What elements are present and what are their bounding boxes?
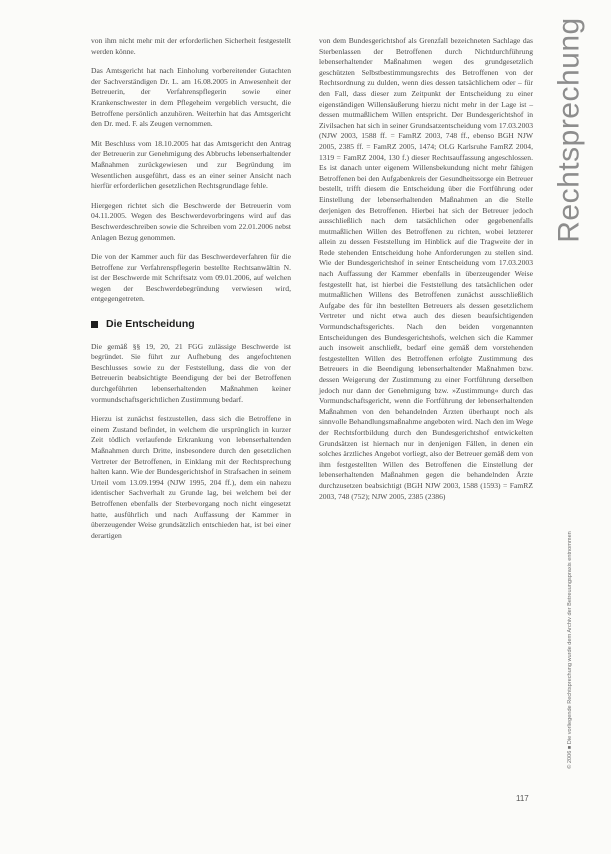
- section-title-text: Rechtsprechung: [552, 17, 586, 243]
- page-number: 117: [516, 794, 529, 803]
- paragraph: von dem Bundesgerichtshof als Grenzfall bezeichneten Sachlage das Sterbenlassen der Betroffenen durch Nichtdurchführung lebenserhaltender Maßnahmen wegen des grundgesetzlich geschützten Selbstbestimmungsrechts des Betroffenen von der Rechtsordnung zu dulden, wenn dies dessen tatsächlichem oder – für den Fall, dass dieser zum Zeitpunkt der Entscheidung zu einer eigenständigen Willensäußerung hierzu nicht mehr in der Lage ist – dessen mutmaßlichem Willen entspricht. Der Bundesgerichtshof in Zivilsachen hat sich in seiner Grundsatzentscheidung vom 17.03.2003 (NJW 2003, 1588 ff. = FamRZ 2003, 748 ff., ebenso BGH NJW 2005, 2385 ff. = FamRZ 2005, 1474; OLG Karlsruhe FamRZ 2004, 1319 = FamRZ 2004, 130 f.) dieser Rechtsauffassung angeschlossen. Es ist danach unter eigenem Willensbekundung nicht mehr fähigen Betroffenen bei den Aufgabenkreis der Gesundheitssorge ein Betreuer bestellt, trifft diesem die Entscheidung über die Fortführung oder Einstellung der lebenserhaltenden Maßnahmen an die Stelle derjenigen des Betroffenen. Hierbei hat sich der Betreuer jedoch ausschließlich nach dem tatsächlichen oder gegebenenfalls mutmaßlichen Willen des Betroffenen zu richten, wobei letzterer allein zu dessen Feststellung im Hinblick auf die Tragweite der in Rede stehenden Entscheidung hohe Anforderungen zu stellen sind. Wie der Bundesgerichtshof in seiner Entscheidung vom 17.03.2003 nach Auffassung der Kammer ebenfalls in überzeugender Weise festgestellt hat, ist hierbei die Feststellung des tatsächlichen oder mutmaßlichen Willens des Betroffenen zunächst ausschließlich Aufgabe des für ihn bestellten Betreuers als dessen gesetzlichem Vertreter und nicht etwa auch des diesen beaufsichtigenden Vormundschaftsgerichts. Nach den beiden vorgenannten Entscheidungen des Bundesgerichtshofs, welchen sich die Kammer auch insoweit anschließt, bedarf eine gemäß dem vorstehenden festgestellten Willen des Betroffenen erfolgte Zustimmung des Betreuers in die Beendigung lebenserhaltender Maßnahmen bzw. dessen Weigerung der Zustimmung zu einer Fortführung derselben jedoch nur dann der Genehmigung bzw. »Zustimmung« durch das Vormundschaftsgericht, wenn die Fortführung der lebenserhaltenden Maßnahmen von den behandelnden Ärzten überhaupt noch als sinnvolle Behandlungsmaßnahme angeboten wird. Nach den im Wege der Rechtsfortbildung durch den Bundesgerichtshof entwickelten Grundsätzen ist hiernach nur in denjenigen Fällen, in denen ein solches ärztliches Angebot vorliegt, also der Betreuer gemäß dem von ihm festgestellten Willen des Betroffenen die Einstellung der lebenserhaltenden Maßnahmen gegen die behandelnden Ärzte durchzusetzen beabsichtigt (BGH NJW 2003, 1588 (1593) = FamRZ 2003, 748 (752); NJW 2005, 2385 (2386): [319, 36, 533, 501]
- paragraph: Hiergegen richtet sich die Beschwerde der Betreuerin vom 04.11.2005. Wegen des Beschwerdevorbringens wird auf das Beschwerdeschreiben sowie die Schreiben vom 22.01.2006 nebst Anlagen Bezug genommen.: [91, 200, 291, 242]
- paragraph: Die gemäß §§ 19, 20, 21 FGG zulässige Beschwerde ist begründet. Sie führt zur Aufhebung des angefochtenen Beschlusses sowie zu der Feststellung, dass die von der Betreuerin beabsichtigte Beendigung der bei der Betroffenen durchgeführten lebenserhaltenden Maßnahmen keiner vormundschaftsgerichtlichen Zustimmung bedarf.: [91, 341, 291, 404]
- copyright-note-text: © 2006 ■ Die vorliegende Rechtsprechung wurde dem Archiv der Betreuungspraxis entnommen: [567, 531, 574, 769]
- left-column: [91, 36, 291, 550]
- paragraph: Das Amtsgericht hat nach Einholung vorbereitender Gutachten der Sachverständigen Dr. L. am 16.08.2005 in Anwesenheit der Betreuerin, der Verfahrenspflegerin sowie einer Krankenschwester in dem Pflegeheim vergeblich versucht, die Betroffene persönlich anzuhören. Weiterhin hat das Amtsgericht den Dr. med. F. als Zeugen vernommen.: [91, 66, 291, 129]
- heading-square-icon: [91, 321, 98, 328]
- copyright-note-vertical: [560, 480, 580, 820]
- section-heading: [91, 319, 291, 330]
- right-column: [319, 36, 533, 511]
- paragraph: von ihm nicht mehr mit der erforderlichen Sicherheit festgestellt werden könne.: [91, 36, 291, 56]
- paragraph: Mit Beschluss vom 18.10.2005 hat das Amtsgericht den Antrag der Betreuerin zur Genehmigung des Abbruchs lebenserhaltender Maßnahmen zurückgewiesen und zur Begründung im Wesentlichen ausgeführt, dass es an einer seiner Ansicht nach hierfür erforderlichen gesetzlichen Rechtsgrundlage fehle.: [91, 138, 291, 191]
- paragraph: Hierzu ist zunächst festzustellen, dass sich die Betroffene in einem Zustand befindet, in welchem die ursprünglich in kurzer Zeit tödlich verlaufende Erkrankung von lebenserhaltenden Maßnahmen durch Dritte, insbesondere durch den gesetzlichen Vertreter der Betroffenen, in Einklang mit der Rechtsprechung halten kann. Wie der Bundesgerichtshof in Strafsachen in seinem Urteil vom 13.09.1994 (NJW 1995, 204 ff.), dem ein nahezu identischer Sachverhalt zu Grunde lag, bei welchem bei der Betroffenen ebenfalls der Sterbevorgang noch nicht eingesetzt hatte, ausführlich und nach Auffassung der Kammer in überzeugender Weise grundsätzlich entschieden hat, ist bei einer derartigen: [91, 414, 291, 540]
- section-heading-text: Die Entscheidung: [106, 318, 195, 331]
- section-title-vertical: [542, 17, 597, 243]
- paragraph: Die von der Kammer auch für das Beschwerdeverfahren für die Betroffene zur Verfahrenspflegerin bestellte Rechtsanwältin N. ist der Beschwerde mit Schriftsatz vom 09.01.2006, auf welchen wegen der Beschwerdebegründung verwiesen wird, entgegengetreten.: [91, 252, 291, 304]
